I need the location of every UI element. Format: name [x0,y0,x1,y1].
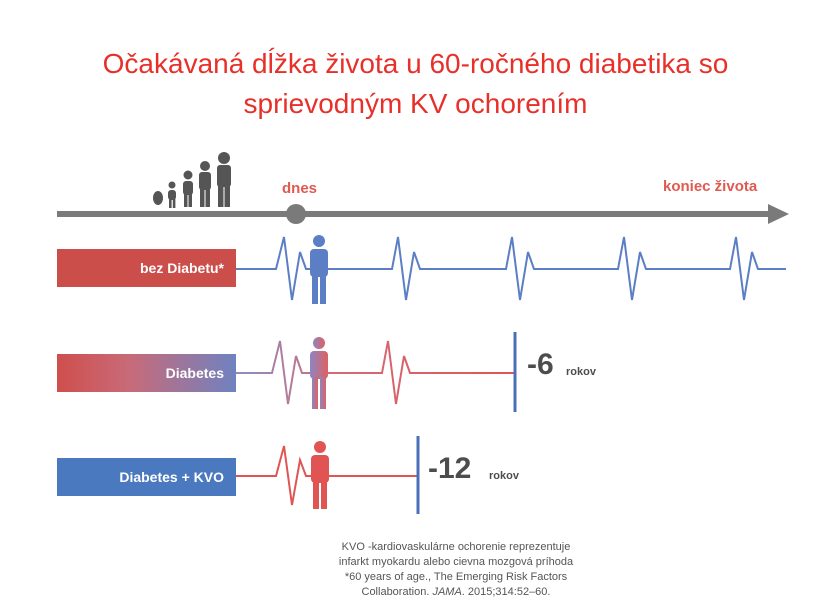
person-blue-icon [310,235,328,304]
person-red-icon [311,441,329,509]
row-label-diabetes-cvd [57,458,236,496]
life-loss-value: -12 [428,452,472,485]
footnote [306,540,606,600]
adult-icon [199,161,211,207]
timeline-arrow [57,204,789,224]
footnote-line: infarkt myokardu alebo cievna mozgová príhoda [338,556,574,568]
title-line-1: Očakávaná dĺžka života u 60-ročného diabetika so [102,48,729,79]
life-loss-value: -6 [527,348,554,381]
baby-icon [153,191,163,205]
footnote-line [306,585,606,600]
journal-name: JAMA [432,586,462,598]
teen-icon [183,171,193,208]
row-label-diabetes [57,354,236,392]
row-label-no-diabetes [57,249,236,287]
footnote-text: . 2015;314:52–60. [461,586,551,598]
today-marker [286,204,306,224]
title-line-2: sprievodným KV ochorením [243,88,588,119]
row-label-text: Diabetes + KVO [119,469,224,485]
row-label-text: bez Diabetu* [139,260,224,276]
ecg-line-diabetes [236,341,515,404]
family-life-stages-icon [153,152,231,208]
footnote-text: Collaboration. [361,586,433,598]
footnote-line: *60 years of age., The Emerging Risk Factors [344,571,568,583]
person-gradient-icon [310,337,328,409]
today-label: dnes [282,180,318,197]
footnote-line: KVO -kardiovaskulárne ochorenie reprezentuje [341,541,571,553]
life-loss-unit: rokov [566,366,596,378]
senior-icon [217,152,231,207]
end-of-life-label: koniec života [663,178,758,195]
life-loss-unit: rokov [489,470,519,482]
row-label-text: Diabetes [165,365,224,381]
child-icon [168,182,176,209]
